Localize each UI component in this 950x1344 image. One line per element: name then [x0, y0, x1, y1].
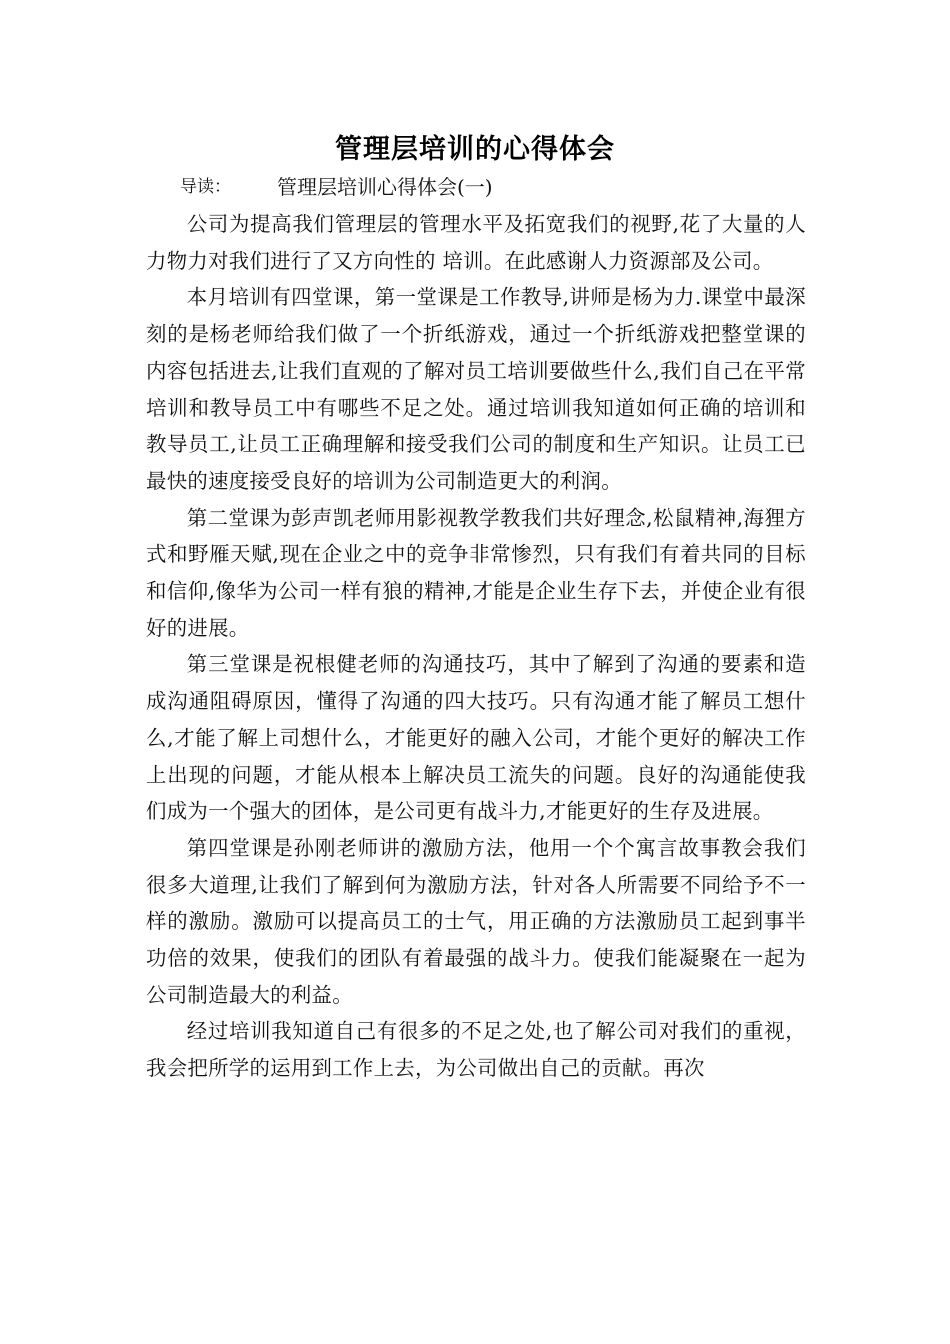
document-title: 管理层培训的心得体会 [335, 134, 615, 165]
paragraph-4: 第三堂课是祝根健老师的沟通技巧，其中了解到了沟通的要素和造成沟通阻碍原因，懂得了沟通的四大技巧。只有沟通才能了解员工想什么,才能了解上司想什么，才能更好的融入公司，才能个更好的解决工作上出现的问题，才能从根本上解决员工流失的问题。良好的沟通能使我们成为一个强大的团体，是公司更有战斗力,才能更好的生存及进展。 [146, 652, 806, 824]
intro-label: 导读： [180, 177, 231, 197]
paragraph-3: 第二堂课为彭声凯老师用影视教学教我们共好理念,松鼠精神,海狸方式和野雁天赋,现在企业之中的竞争非常惨烈，只有我们有着共同的目标和信仰,像华为公司一样有狼的精神,才能是企业生存下去，并使企业有很好的进展。 [146, 505, 806, 640]
paragraph-6: 经过培训我知道自己有很多的不足之处,也了解公司对我们的重视，我会把所学的运用到工作上去，为公司做出自己的贡献。再次 [146, 1019, 806, 1081]
paragraph-2: 本月培训有四堂课，第一堂课是工作教导,讲师是杨为力.课堂中最深刻的是杨老师给我们做了一个折纸游戏，通过一个折纸游戏把整堂课的内容包括进去,让我们直观的了解对员工培训要做些什么,我们自己在平常培训和教导员工中有哪些不足之处。通过培训我知道如何正确的培训和教导员工,让员工正确理解和接受我们公司的制度和生产知识。让员工已最快的速度接受良好的培训为公司制造更大的利润。 [146, 285, 806, 493]
intro-line [180, 172, 493, 202]
intro-text: 管理层培训心得体会(一) [277, 175, 493, 199]
document-body [146, 206, 806, 1087]
paragraph-1: 公司为提高我们管理层的管理水平及拓宽我们的视野,花了大量的人力物力对我们进行了又方向性的 培训。在此感谢人力资源部及公司。 [146, 212, 806, 273]
paragraph-5: 第四堂课是孙刚老师讲的激励方法，他用一个个寓言故事教会我们很多大道理,让我们了解到何为激励方法，针对各人所需要不同给予不一样的激励。激励可以提高员工的士气，用正确的方法激励员工起到事半功倍的效果，使我们的团队有着最强的战斗力。使我们能凝聚在一起为公司制造最大的利益。 [146, 835, 806, 1007]
